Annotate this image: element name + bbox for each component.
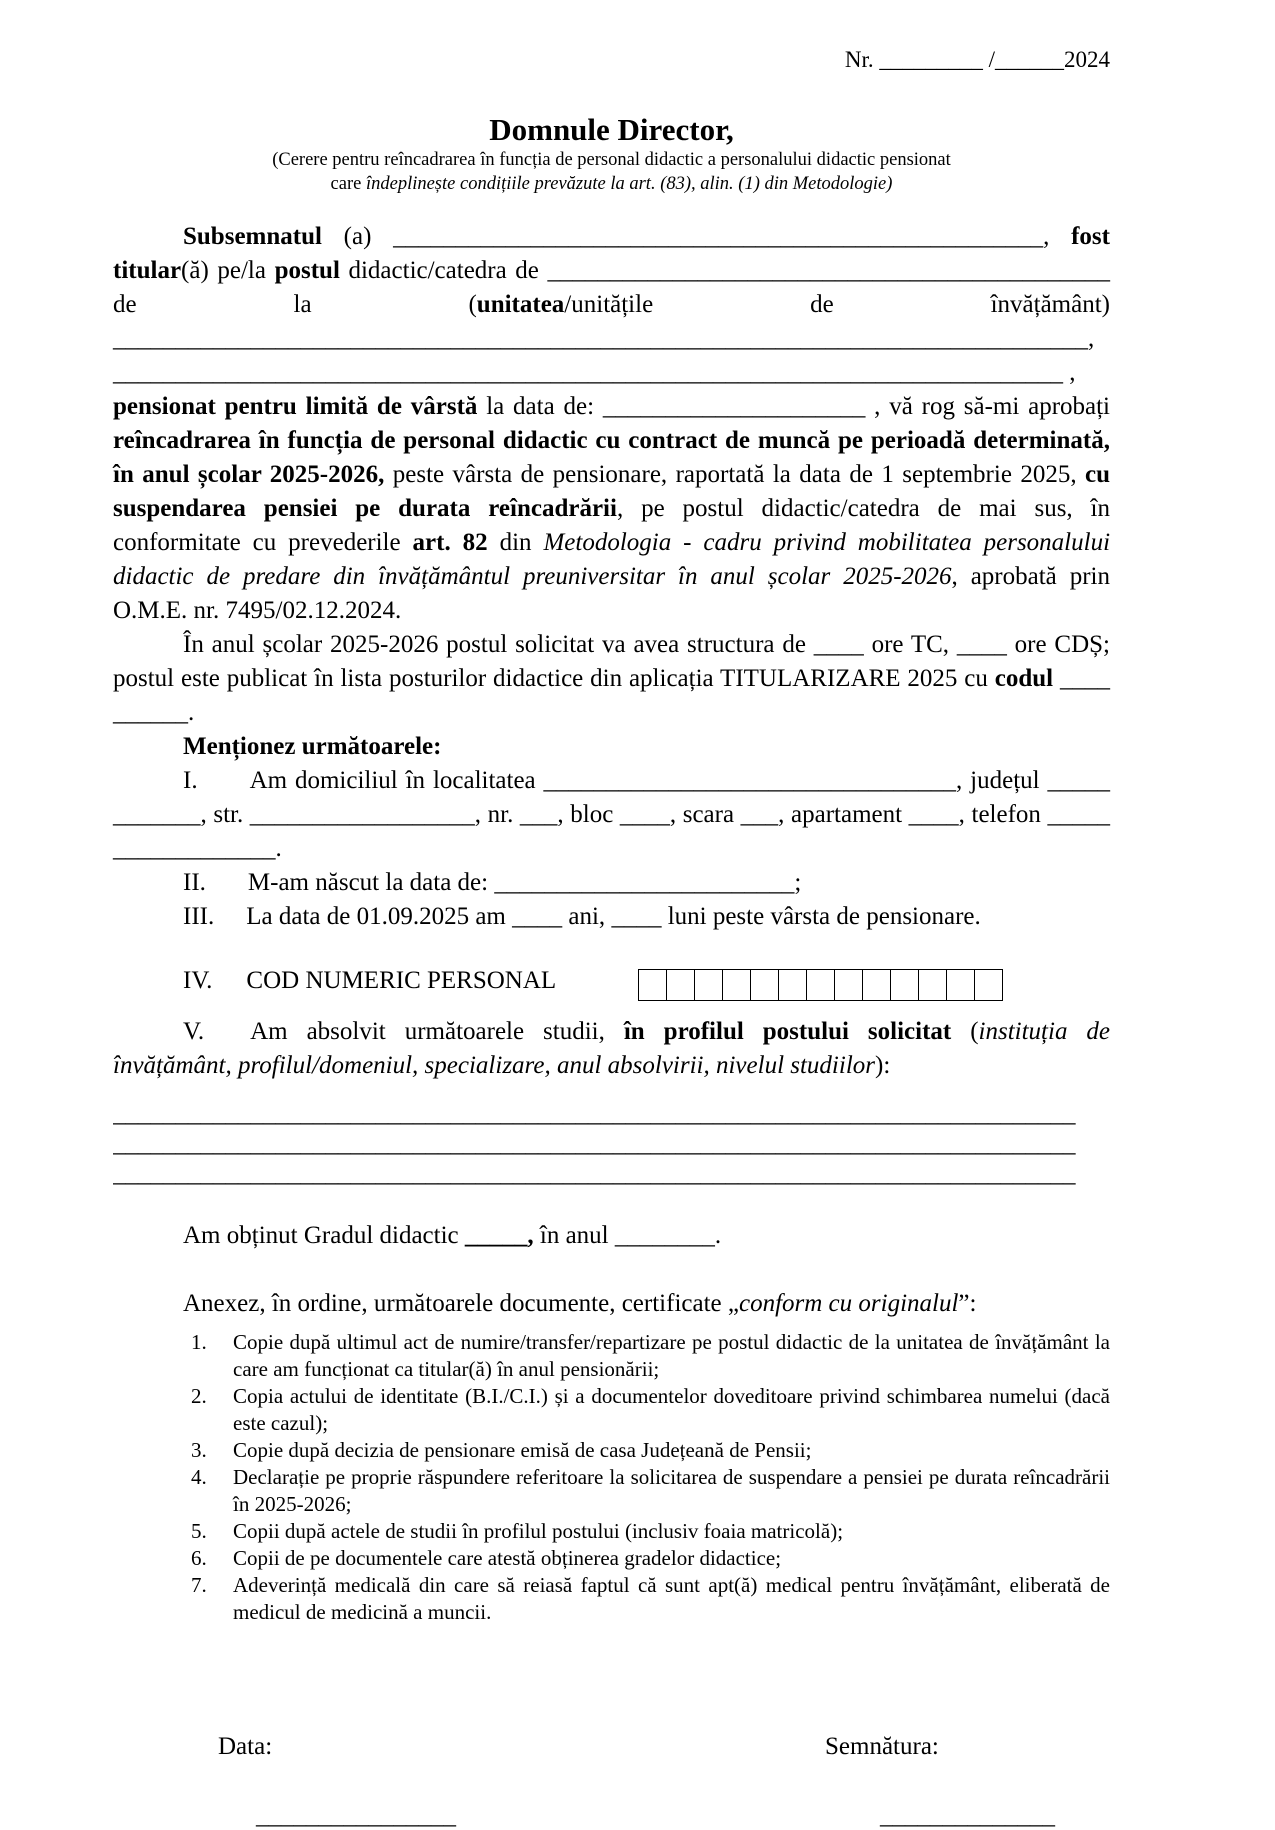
text-segment: de la ( bbox=[113, 291, 477, 318]
signature-blank-line: ______________ bbox=[880, 1802, 1055, 1829]
request-body bbox=[113, 390, 1110, 628]
text-segment: art. 82 bbox=[412, 529, 488, 556]
text-segment: (a) bbox=[321, 223, 394, 250]
annex-heading bbox=[113, 1287, 1110, 1321]
text-segment: II. bbox=[183, 869, 206, 896]
text-segment: ani, bbox=[562, 903, 612, 930]
cnp-box bbox=[862, 969, 891, 1001]
blank-field: ________ bbox=[614, 1222, 715, 1249]
text-segment: reîncadrarea în funcția de personal didactic cu contract de muncă pe perioadă determinată, în anul școlar 2025-2026, bbox=[113, 427, 1110, 488]
document-number: 7. bbox=[191, 1573, 207, 1597]
item-ii-birthdate bbox=[113, 866, 1110, 900]
document-number: 6. bbox=[191, 1546, 207, 1570]
text-segment: postul bbox=[274, 257, 340, 284]
subtitle-line-2 bbox=[113, 172, 1110, 196]
text-segment: III. bbox=[183, 903, 215, 930]
document-text: Copii după actele de studii în profilul postului (inclusiv foaia matricolă); bbox=[233, 1519, 844, 1543]
document-list-item bbox=[191, 1329, 1110, 1383]
document-number: 4. bbox=[191, 1465, 207, 1489]
cnp-box bbox=[946, 969, 975, 1001]
text-segment: , pe postul didactic/catedra de mai sus, în conformitate cu prevederile bbox=[113, 495, 1110, 556]
text-segment: fost bbox=[1071, 223, 1110, 250]
signature-footer bbox=[113, 1732, 1110, 1830]
text-segment: În anul școlar 2025-2026 postul solicitat va avea structura de bbox=[183, 631, 814, 658]
document-text: Copia actului de identitate (B.I./C.I.) și a documentelor doveditoare privind schimbarea numelui (dacă este cazul); bbox=[233, 1384, 1110, 1435]
unit-blank-line-2 bbox=[113, 356, 1110, 390]
paragraph-applicant bbox=[113, 220, 1110, 628]
studies-blank-line-2: _____________________________________________________________________________ bbox=[113, 1130, 1076, 1157]
text-segment: COD NUMERIC PERSONAL bbox=[246, 967, 557, 994]
text-segment: La data de 01.09.2025 am bbox=[246, 903, 513, 930]
studies-blank-lines bbox=[113, 1099, 1110, 1189]
document-list-item bbox=[191, 1464, 1110, 1518]
text-segment: (ă) pe/la bbox=[181, 257, 275, 284]
blank-field: __________________ bbox=[249, 801, 475, 828]
text-segment: ore CDȘ; postul este publicat în lista posturilor didactice din aplicația TITULARIZARE 2025 cu bbox=[113, 631, 1110, 692]
blank-field: ____ bbox=[611, 903, 662, 930]
text-segment: / bbox=[982, 47, 995, 72]
text-segment: la data de: bbox=[477, 393, 603, 420]
text-segment: . bbox=[188, 699, 195, 726]
text-segment: codul bbox=[994, 665, 1054, 692]
blank-field: ______________________________________________________________________________ bbox=[113, 325, 1088, 352]
cnp-box bbox=[722, 969, 751, 1001]
text-segment: , bloc bbox=[557, 801, 620, 828]
document-number: 3. bbox=[191, 1438, 207, 1462]
blank-field: _____________________ bbox=[602, 393, 866, 420]
document-text: Copii de pe documentele care atestă obținerea gradelor didactice; bbox=[233, 1546, 782, 1570]
document-text: Copie după ultimul act de numire/transfer/repartizare pe postul didactic de la unitatea de învățământ la care am funcționat ca titular(ă) în anul pensionării; bbox=[233, 1330, 1110, 1381]
date-blank-line: ________________ bbox=[256, 1802, 456, 1829]
paragraph-post-structure bbox=[113, 628, 1110, 730]
blank-field: ____ bbox=[512, 903, 563, 930]
cnp-boxes bbox=[638, 969, 1003, 1001]
document-list-item bbox=[191, 1437, 1110, 1464]
blank-field: ____________________________________________________ bbox=[393, 223, 1044, 250]
text-segment: în profilul postului solicitat bbox=[623, 1018, 952, 1045]
text-segment: , bbox=[1088, 325, 1095, 352]
document-list-item bbox=[191, 1572, 1110, 1626]
text-segment: Nr. bbox=[844, 47, 880, 72]
signature-block bbox=[825, 1732, 1110, 1830]
text-segment: conform cu originalul bbox=[738, 1290, 959, 1317]
text-segment: Anexez, în ordine, următoarele documente, certificate „ bbox=[183, 1290, 739, 1317]
text-segment: /unitățile de învățământ) bbox=[564, 291, 1110, 318]
cnp-box bbox=[890, 969, 919, 1001]
unit-blank-line-1 bbox=[113, 322, 1110, 356]
text-segment: . bbox=[275, 835, 282, 862]
item-i-domicile bbox=[113, 764, 1110, 866]
text-segment: ”: bbox=[958, 1290, 977, 1317]
document-text: Copie după decizia de pensionare emisă de casa Județeană de Pensii; bbox=[233, 1438, 812, 1462]
blank-field: __________________ bbox=[113, 801, 1110, 862]
document-text: Declarație pe proprie răspundere referitoare la solicitarea de suspendare a pensiei pe durata reîncadrării în 2025-2026; bbox=[233, 1465, 1110, 1516]
blank-field: _________ bbox=[879, 47, 983, 72]
text-segment: 2024 bbox=[1064, 47, 1110, 72]
cnp-box bbox=[806, 969, 835, 1001]
cnp-box bbox=[638, 969, 667, 1001]
text-segment: ore TC, bbox=[863, 631, 957, 658]
document-number: 1. bbox=[191, 1330, 207, 1354]
text-segment: , scara bbox=[669, 801, 741, 828]
cnp-box bbox=[750, 969, 779, 1001]
applicant-name-line bbox=[113, 220, 1110, 254]
blank-field: ________________________ bbox=[494, 869, 795, 896]
text-segment: unitatea bbox=[476, 291, 565, 318]
document-list bbox=[191, 1329, 1110, 1626]
blank-field: ______ bbox=[995, 47, 1064, 72]
document-title: Domnule Director, bbox=[489, 112, 734, 147]
studies-blank-line-1: _____________________________________________________________________________ bbox=[113, 1100, 1076, 1127]
cnp-box bbox=[974, 969, 1003, 1001]
document-text: Adeverință medicală din care să reiasă faptul că sunt apt(ă) medical pentru învățământ, eliberată de medicul de medicină a muncii. bbox=[233, 1573, 1110, 1624]
text-segment: , str. bbox=[200, 801, 250, 828]
text-segment: care bbox=[330, 174, 366, 194]
text-segment bbox=[1053, 665, 1060, 692]
blank-field: ____ bbox=[908, 801, 959, 828]
item-iii-age bbox=[113, 900, 1110, 934]
text-segment: instituția de învățământ, profilul/domeniul, specializare, anul absolvirii, nivelul studiilor bbox=[113, 1018, 1111, 1079]
text-segment: I. bbox=[183, 767, 198, 794]
text-segment: Am obținut Gradul didactic bbox=[183, 1222, 465, 1249]
text-segment: didactic/catedra de bbox=[339, 257, 548, 284]
text-segment: titular bbox=[113, 257, 182, 284]
text-segment: peste vârsta de pensionare, raportată la data de 1 septembrie 2025, bbox=[384, 461, 1085, 488]
text-segment: ): bbox=[875, 1052, 891, 1079]
text-segment: , bbox=[527, 1222, 534, 1249]
registration-number-field bbox=[113, 46, 1110, 74]
blank-field: ___ bbox=[740, 801, 779, 828]
text-segment: pensionat pentru limită de vârstă bbox=[113, 393, 478, 420]
signature-label: Semnătura: bbox=[825, 1733, 939, 1760]
text-segment: ; bbox=[794, 869, 802, 896]
text-segment: , telefon bbox=[958, 801, 1048, 828]
blank-field: _____________________________________________ bbox=[547, 257, 1110, 284]
cnp-label bbox=[113, 964, 556, 998]
cnp-box bbox=[918, 969, 947, 1001]
text-segment: Metodologia - cadru privind mobilitatea personalului didactic de predare din învățământul preuniversitar în anul școlar 2025-2026 bbox=[113, 529, 1111, 590]
blank-field: ____________ bbox=[113, 767, 1110, 828]
text-segment: , aprobată prin O.M.E. nr. 7495/02.12.2024. bbox=[113, 563, 1110, 624]
text-segment: cu suspendarea pensiei pe durata reîncadrării bbox=[113, 461, 1110, 522]
document-list-item bbox=[191, 1545, 1110, 1572]
text-segment: M-am născut la data de: bbox=[247, 869, 495, 896]
text-segment: . bbox=[714, 1222, 722, 1249]
document-list-item bbox=[191, 1518, 1110, 1545]
text-segment: Am absolvit următoarele studii, bbox=[250, 1018, 624, 1045]
text-segment: , vă rog să-mi aprobați bbox=[865, 393, 1111, 420]
text-segment: ( bbox=[951, 1018, 979, 1045]
text-segment: V. bbox=[183, 1018, 205, 1045]
blank-field: _____ bbox=[464, 1222, 528, 1249]
text-segment: Menționez următoarele: bbox=[183, 733, 442, 760]
document-number: 2. bbox=[191, 1384, 207, 1408]
text-segment: , nr. bbox=[474, 801, 520, 828]
cnp-box bbox=[834, 969, 863, 1001]
teaching-degree-line bbox=[113, 1219, 1110, 1253]
applicant-unit-line bbox=[113, 288, 1110, 322]
text-segment: , județul bbox=[956, 767, 1048, 794]
text-segment: din bbox=[487, 529, 544, 556]
cnp-box bbox=[694, 969, 723, 1001]
applicant-post-line bbox=[113, 254, 1110, 288]
studies-blank-line-3: _____________________________________________________________________________ bbox=[113, 1160, 1076, 1187]
date-block bbox=[218, 1732, 456, 1830]
text-segment: , apartament bbox=[778, 801, 909, 828]
blank-field: __________ bbox=[113, 665, 1111, 726]
document-list-item bbox=[191, 1383, 1110, 1437]
item-iv-cnp bbox=[113, 964, 1110, 1001]
text-segment: luni peste vârsta de pensionare. bbox=[661, 903, 981, 930]
text-segment: Subsemnatul bbox=[183, 223, 322, 250]
blank-field: ____ bbox=[619, 801, 670, 828]
cnp-box bbox=[778, 969, 807, 1001]
text-segment: , bbox=[1043, 223, 1072, 250]
text-segment: , bbox=[1063, 359, 1076, 386]
blank-field: ___ bbox=[519, 801, 558, 828]
text-segment: îndeplinește condițiile prevăzute la art. (83), alin. (1) din Metodologie) bbox=[365, 174, 893, 194]
text-segment: Am domiciliul în localitatea bbox=[249, 767, 544, 794]
blank-field: ____ bbox=[956, 631, 1007, 658]
blank-field: ____________________________________________________________________________ bbox=[113, 359, 1063, 386]
item-v-studies bbox=[113, 1015, 1110, 1083]
blank-field: _________________________________ bbox=[543, 767, 957, 794]
blank-field: ____ bbox=[813, 631, 864, 658]
date-label: Data: bbox=[218, 1733, 273, 1760]
document-number: 5. bbox=[191, 1519, 207, 1543]
mention-heading bbox=[113, 730, 1110, 764]
text-segment: IV. bbox=[183, 967, 213, 994]
text-segment: în anul bbox=[533, 1222, 615, 1249]
cnp-box bbox=[666, 969, 695, 1001]
subtitle-line-1: (Cerere pentru reîncadrarea în funcția de personal didactic a personalului didactic pensionat bbox=[272, 150, 951, 170]
